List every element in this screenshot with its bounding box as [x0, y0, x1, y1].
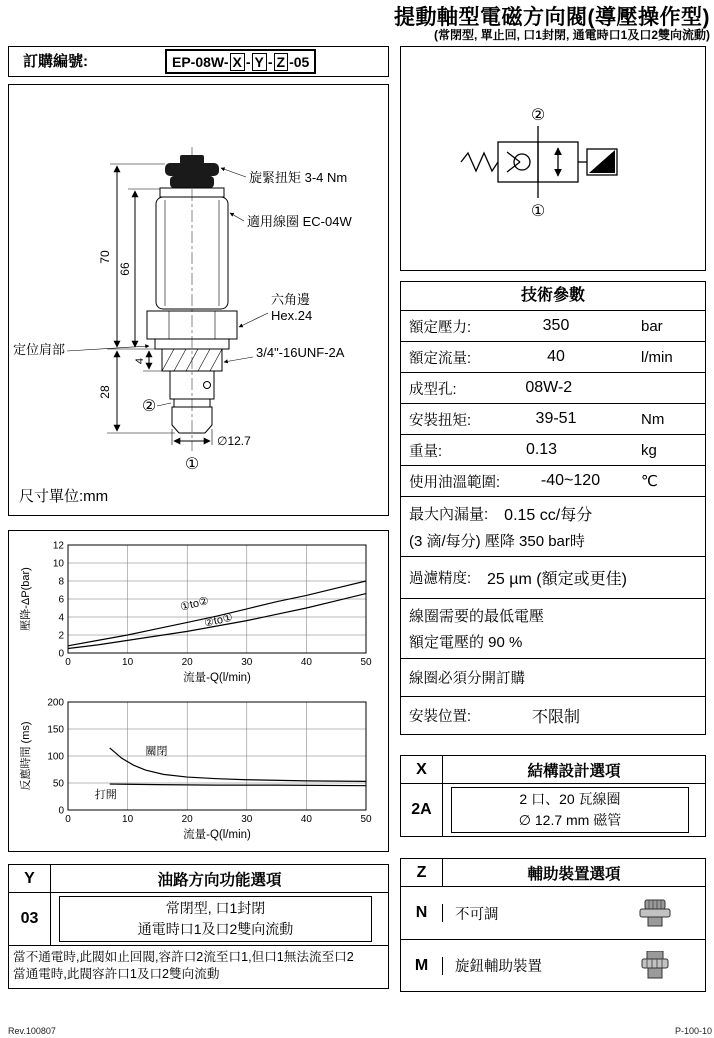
z-option-row-m — [401, 939, 705, 991]
order-code-dash1: - — [245, 53, 251, 70]
svg-text:0: 0 — [65, 814, 71, 825]
port-1-marker: ① — [184, 456, 200, 473]
x-option-table — [400, 755, 706, 837]
spec-row-mounting-position: 安裝位置: 不限制 — [401, 696, 705, 734]
locking-nut-stub — [180, 155, 204, 164]
svg-text:100: 100 — [47, 751, 64, 763]
svg-text:反應時間 (ms): 反應時間 (ms) — [20, 721, 32, 791]
svg-text:②to①: ②to① — [203, 611, 234, 630]
order-code-prefix: EP-08W- — [172, 53, 229, 70]
valve-dimension-drawing — [9, 85, 388, 515]
z-option-code-m: M — [401, 957, 443, 975]
check-valve-symbol — [514, 154, 530, 170]
spec-row-max-leakage: 最大內漏量: 0.15 cc/每分 (3 滴/每分) 壓降 350 bar時 — [401, 496, 705, 556]
z-table-header — [401, 859, 705, 887]
spec-row-coil-ordered-separately: 線圈必須分開訂購 — [401, 658, 705, 696]
port-2-marker: ② — [141, 398, 157, 415]
order-code — [165, 49, 316, 74]
z-option-code-n: N — [401, 904, 443, 922]
y-option-code: 03 — [9, 893, 51, 945]
svg-text:10: 10 — [122, 814, 134, 825]
x-option-code: 2A — [401, 784, 443, 836]
order-code-z: Z — [274, 53, 289, 71]
valve-position-left — [498, 142, 538, 182]
svg-text:2: 2 — [58, 630, 64, 642]
svg-text:20: 20 — [181, 814, 193, 825]
z-option-row-n — [401, 887, 705, 939]
order-code-dash2: - — [267, 53, 273, 70]
dim-70: 70 — [98, 250, 112, 264]
cross-hole — [204, 382, 211, 389]
x-code: X — [401, 756, 443, 783]
svg-text:打開: 打開 — [94, 789, 117, 802]
svg-text:8: 8 — [58, 576, 64, 588]
svg-text:0: 0 — [65, 657, 71, 668]
svg-text:40: 40 — [300, 657, 312, 668]
technical-parameters-table — [400, 281, 706, 735]
dimension-drawing-panel — [8, 84, 389, 516]
svg-text:壓降-ΔP(bar): 壓降-ΔP(bar) — [20, 567, 32, 631]
svg-text:流量-Q(l/min): 流量-Q(l/min) — [183, 672, 251, 684]
dim-4: 4 — [134, 357, 146, 365]
hex-value: Hex.24 — [271, 308, 313, 323]
spec-row-min-voltage: 線圈需要的最低電壓 額定電壓的 90 % — [401, 598, 705, 658]
svg-text:50: 50 — [360, 657, 372, 668]
dim-66: 66 — [118, 262, 132, 276]
symbol-port-1: ① — [530, 203, 546, 220]
svg-text:20: 20 — [181, 657, 193, 668]
pressure-drop-chart — [16, 537, 380, 687]
z-option-table — [400, 858, 706, 992]
page-code: P-100-10 — [674, 1026, 712, 1036]
hex-label: 六角邊 — [271, 292, 311, 307]
svg-text:30: 30 — [241, 814, 253, 825]
z-option-label-n: 不可調 — [455, 906, 499, 923]
svg-text:30: 30 — [241, 657, 253, 668]
z-option-label-m: 旋鈕輔助裝置 — [455, 959, 542, 975]
fixed-plug-icon — [633, 898, 677, 928]
thread-label: 3/4"-16UNF-2A — [256, 345, 345, 360]
spec-row-install-torque: 安裝扭矩: 39-51 Nm — [401, 403, 705, 434]
x-title: 結構設計選項 — [527, 762, 621, 780]
order-number-label: 訂購編號: — [23, 53, 88, 70]
svg-text:200: 200 — [47, 697, 64, 709]
order-code-x: X — [230, 53, 245, 71]
svg-text:10: 10 — [52, 558, 64, 570]
y-option-row — [9, 893, 388, 946]
dim-28: 28 — [98, 385, 112, 399]
coil-label: 適用線圈 EC-04W — [247, 214, 352, 229]
svg-text:10: 10 — [122, 657, 134, 668]
y-option-table — [8, 864, 389, 989]
hydraulic-symbol — [401, 47, 705, 270]
order-number-box — [8, 46, 389, 77]
y-title: 油路方向功能選項 — [157, 871, 282, 889]
x-option-description: 2 口、20 瓦線圈 ∅ 12.7 mm 磁管 — [451, 787, 689, 833]
svg-text:50: 50 — [360, 814, 372, 825]
y-option-description: 常閉型, 口1封閉 通電時口1及口2雙向流動 — [59, 896, 372, 942]
y-table-header — [9, 865, 388, 893]
spec-row-weight: 重量: 0.13 kg — [401, 434, 705, 465]
svg-text:6: 6 — [58, 594, 64, 606]
locking-nut-top — [165, 163, 219, 176]
specs-title: 技術參數 — [520, 287, 585, 304]
x-option-row — [401, 784, 705, 836]
svg-text:4: 4 — [58, 612, 64, 624]
torque-label: 旋緊扭矩 3-4 Nm — [249, 170, 348, 185]
x-table-header — [401, 756, 705, 784]
spec-row-cavity: 成型孔: 08W-2 — [401, 372, 705, 403]
charts-panel — [8, 530, 389, 852]
hydraulic-symbol-panel — [400, 46, 706, 271]
svg-text:①to②: ①to② — [179, 594, 211, 614]
solenoid-triangle — [589, 150, 615, 173]
svg-text:0: 0 — [58, 648, 64, 660]
svg-text:150: 150 — [47, 724, 64, 736]
svg-text:50: 50 — [52, 778, 64, 790]
revision-note: Rev.100807 — [8, 1026, 56, 1036]
svg-text:12: 12 — [52, 540, 64, 552]
spec-row-filtration: 過濾精度: 25 µm (額定或更佳) — [401, 556, 705, 598]
symbol-port-2: ② — [530, 107, 546, 124]
svg-text:關閉: 關閉 — [145, 745, 168, 758]
z-title: 輔助裝置選項 — [527, 865, 621, 883]
svg-text:0: 0 — [58, 805, 64, 817]
manual-knob-icon — [633, 951, 677, 981]
spec-row-rated-flow: 額定流量: 40 l/min — [401, 341, 705, 372]
dim-diameter: ∅12.7 — [217, 434, 251, 448]
page-subtitle: (常閉型, 單止回, 口1封閉, 通電時口1及口2雙向流動) — [433, 28, 710, 42]
spec-row-oil-temperature: 使用油溫範圍: -40~120 ℃ — [401, 465, 705, 496]
response-time-chart — [16, 694, 380, 844]
spring-symbol — [461, 153, 498, 171]
z-code: Z — [401, 859, 443, 886]
svg-text:流量-Q(l/min): 流量-Q(l/min) — [183, 829, 251, 841]
svg-text:40: 40 — [300, 814, 312, 825]
page-title: 提動軸型電磁方向閥(導壓操作型) — [394, 6, 710, 29]
y-code: Y — [9, 865, 51, 892]
locking-nut-bottom — [170, 176, 214, 188]
order-code-y: Y — [252, 53, 267, 71]
spec-row-rated-pressure: 額定壓力: 350 bar — [401, 310, 705, 341]
y-option-note: 當不通電時,此閥如止回閥,容許口2流至口1,但口1無法流至口2 當通電時,此閥容許口1及口2雙向流動 — [13, 950, 354, 981]
shoulder-label: 定位肩部 — [13, 342, 66, 357]
dimension-unit-label: 尺寸單位:mm — [19, 488, 109, 505]
order-code-suffix: -05 — [289, 53, 310, 70]
